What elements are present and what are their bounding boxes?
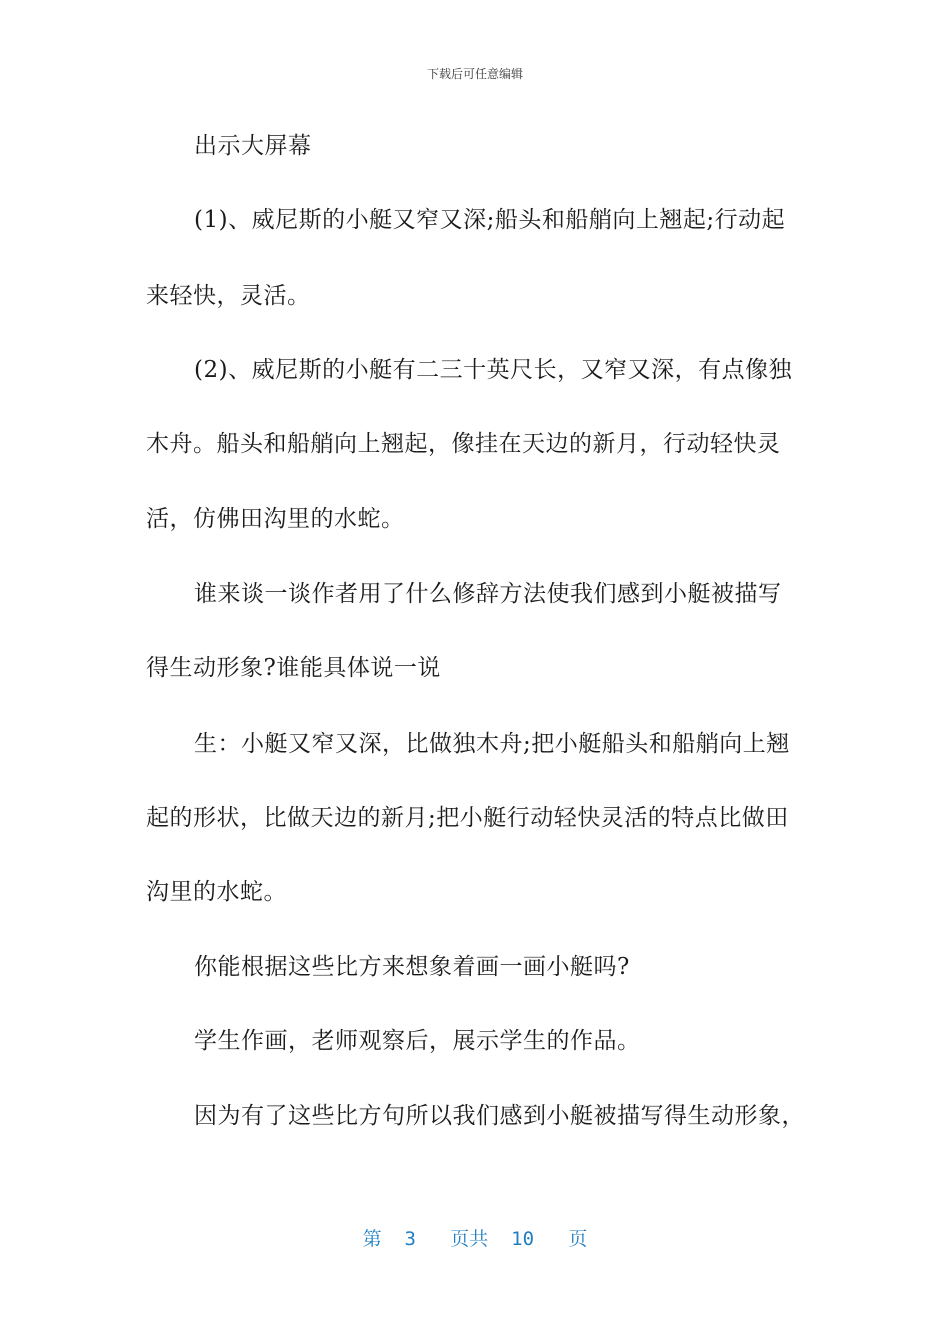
paragraph-line: 起的形状，比做天边的新月;把小艇行动轻快灵活的特点比做田 — [146, 805, 789, 831]
paragraph-line: 木舟。船头和船艄向上翘起，像挂在天边的新月，行动轻快灵 — [146, 431, 781, 457]
total-pages-number: 10 — [511, 1228, 535, 1250]
page-header-watermark: 下载后可任意编辑 — [426, 67, 523, 81]
paragraph-line: 因为有了这些比方句所以我们感到小艇被描写得生动形象， — [194, 1103, 805, 1129]
paragraph-line: 谁来谈一谈作者用了什么修辞方法使我们感到小艇被描写 — [194, 581, 782, 607]
page-label-prefix: 第 — [362, 1228, 382, 1250]
paragraph-line: 出示大屏幕 — [194, 133, 312, 159]
paragraph-line: 得生动形象?谁能具体说一说 — [146, 655, 441, 681]
current-page-number: 3 — [404, 1228, 416, 1250]
paragraph-line: 活，仿佛田沟里的水蛇。 — [146, 506, 405, 532]
page-label-middle: 页共 — [450, 1228, 489, 1250]
paragraph-line: 生：小艇又窄又深，比做独木舟;把小艇船头和船艄向上翘 — [194, 731, 790, 757]
page-label-suffix: 页 — [568, 1228, 588, 1250]
paragraph-line: (2)、威尼斯的小艇有二三十英尺长，又窄又深，有点像独 — [194, 357, 793, 383]
paragraph-line: 沟里的水蛇。 — [146, 879, 287, 905]
paragraph-line: (1)、威尼斯的小艇又窄又深;船头和船艄向上翘起;行动起 — [194, 207, 786, 233]
paragraph-line: 你能根据这些比方来想象着画一画小艇吗? — [194, 954, 630, 980]
paragraph-line: 来轻快，灵活。 — [146, 283, 311, 309]
page-number-footer — [0, 1226, 950, 1252]
paragraph-line: 学生作画，老师观察后，展示学生的作品。 — [194, 1028, 641, 1054]
